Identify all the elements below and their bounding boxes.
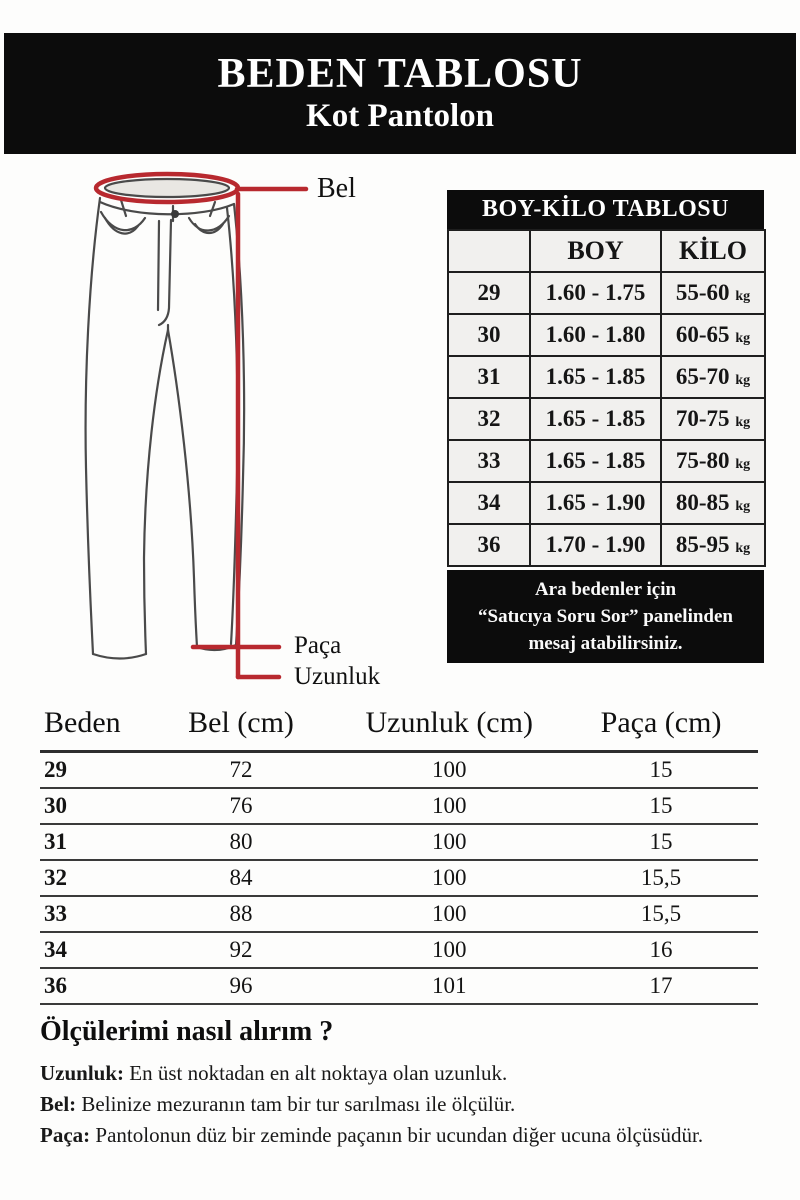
boy-kilo-row (448, 314, 765, 356)
size-table-cell: 100 (334, 752, 564, 788)
size-table-cell: 92 (148, 932, 335, 968)
instructions-title: Ölçülerimi nasıl alırım ? (40, 1016, 334, 1047)
boy-kilo-cell-boy: 1.65 - 1.85 (530, 398, 661, 440)
size-table-row (40, 788, 758, 824)
boy-kilo-cell-kilo: 80-85 kg (661, 482, 765, 524)
boy-kilo-cell-beden: 29 (448, 272, 530, 314)
size-table-row (40, 824, 758, 860)
boy-kilo-row (448, 524, 765, 566)
note-line: Ara bedenler için (534, 579, 677, 600)
boy-kilo-cell-kilo: 70-75 kg (661, 398, 765, 440)
boy-kilo-row (448, 356, 765, 398)
kg-unit: kg (735, 499, 751, 514)
paca-label: Paça (294, 632, 342, 659)
size-table-cell: 100 (334, 896, 564, 932)
measure-instructions (40, 1016, 770, 1151)
note-box (447, 570, 764, 663)
boy-kilo-table (447, 190, 764, 567)
note-line: “Satıcıya Soru Sor” panelinden (478, 606, 733, 627)
size-table-row (40, 932, 758, 968)
boy-kilo-cell-beden: 34 (448, 482, 530, 524)
boy-kilo-cell-kilo: 65-70 kg (661, 356, 765, 398)
pants-sketch-icon (55, 158, 440, 703)
bel-label: Bel (317, 173, 356, 204)
size-table-cell: 15 (564, 824, 758, 860)
size-table-header: Uzunluk (cm) (334, 702, 564, 752)
size-table-cell: 100 (334, 788, 564, 824)
kg-unit: kg (735, 415, 751, 430)
header-banner (4, 33, 796, 154)
button-dot (171, 210, 179, 218)
size-table-row (40, 968, 758, 1004)
boy-kilo-cell-beden: 32 (448, 398, 530, 440)
boy-kilo-cell-kilo: 75-80 kg (661, 440, 765, 482)
kg-unit: kg (735, 457, 751, 472)
boy-kilo-cell-kilo: 85-95 kg (661, 524, 765, 566)
boy-kilo-cell-beden: 31 (448, 356, 530, 398)
boy-kilo-cell-kilo: 55-60 kg (661, 272, 765, 314)
boy-kilo-cell-boy: 1.60 - 1.80 (530, 314, 661, 356)
instruction-label: Paça: (40, 1123, 91, 1147)
size-table-cell: 31 (40, 824, 148, 860)
size-table (40, 702, 758, 1005)
boy-kilo-cell-kilo: 60-65 kg (661, 314, 765, 356)
size-table-cell: 36 (40, 968, 148, 1004)
size-table-cell: 15,5 (564, 896, 758, 932)
size-table-cell: 32 (40, 860, 148, 896)
size-table-cell: 15,5 (564, 860, 758, 896)
size-table-cell: 88 (148, 896, 335, 932)
kg-unit: kg (735, 331, 751, 346)
uzunluk-label: Uzunluk (294, 663, 381, 690)
boy-kilo-header-empty (448, 230, 530, 272)
size-table-cell: 80 (148, 824, 335, 860)
boy-kilo-cell-boy: 1.65 - 1.85 (530, 440, 661, 482)
boy-kilo-cell-boy: 1.65 - 1.85 (530, 356, 661, 398)
boy-kilo-cell-boy: 1.70 - 1.90 (530, 524, 661, 566)
boy-kilo-row (448, 398, 765, 440)
instruction-line: Paça: Pantolonun düz bir zeminde paçanın bir ucundan diğer ucuna ölçüsüdür. (40, 1123, 704, 1147)
boy-kilo-header-boy: BOY (530, 230, 661, 272)
boy-kilo-cell-beden: 36 (448, 524, 530, 566)
size-table-cell: 72 (148, 752, 335, 788)
size-table-cell: 30 (40, 788, 148, 824)
size-table-row (40, 860, 758, 896)
boy-kilo-table-title: BOY-KİLO TABLOSU (447, 190, 764, 229)
size-table-header: Bel (cm) (148, 702, 335, 752)
boy-kilo-cell-boy: 1.60 - 1.75 (530, 272, 661, 314)
instruction-line: Bel: Belinize mezuranın tam bir tur sarılması ile ölçülür. (40, 1092, 516, 1116)
size-table-cell: 100 (334, 860, 564, 896)
size-table-cell: 100 (334, 824, 564, 860)
size-table-header: Beden (40, 702, 148, 752)
instruction-label: Uzunluk: (40, 1061, 125, 1085)
boy-kilo-header-kilo: KİLO (661, 230, 765, 272)
boy-kilo-row (448, 272, 765, 314)
note-line: mesaj atabilirsiniz. (528, 633, 683, 654)
kg-unit: kg (735, 373, 751, 388)
boy-kilo-cell-boy: 1.65 - 1.90 (530, 482, 661, 524)
size-table-cell: 101 (334, 968, 564, 1004)
boy-kilo-cell-beden: 33 (448, 440, 530, 482)
size-table-row (40, 752, 758, 788)
size-table-cell: 76 (148, 788, 335, 824)
instruction-label: Bel: (40, 1092, 77, 1116)
page-title: BEDEN TABLOSU (217, 51, 583, 98)
boy-kilo-row (448, 482, 765, 524)
size-table-cell: 16 (564, 932, 758, 968)
size-table-cell: 96 (148, 968, 335, 1004)
size-table-cell: 17 (564, 968, 758, 1004)
size-table-cell: 84 (148, 860, 335, 896)
boy-kilo-header-row (448, 230, 765, 272)
size-table-cell: 15 (564, 788, 758, 824)
boy-kilo-row (448, 440, 765, 482)
page-subtitle: Kot Pantolon (306, 97, 494, 134)
size-table-header-row (40, 702, 758, 752)
size-table-cell: 15 (564, 752, 758, 788)
size-table-row (40, 896, 758, 932)
boy-kilo-cell-beden: 30 (448, 314, 530, 356)
instruction-line: Uzunluk: En üst noktadan en alt noktaya olan uzunluk. (40, 1061, 508, 1085)
size-table-cell: 34 (40, 932, 148, 968)
size-table-cell: 29 (40, 752, 148, 788)
size-table-header: Paça (cm) (564, 702, 758, 752)
size-table-cell: 100 (334, 932, 564, 968)
kg-unit: kg (735, 289, 751, 304)
pants-diagram (55, 158, 440, 703)
kg-unit: kg (735, 541, 751, 556)
size-table-cell: 33 (40, 896, 148, 932)
